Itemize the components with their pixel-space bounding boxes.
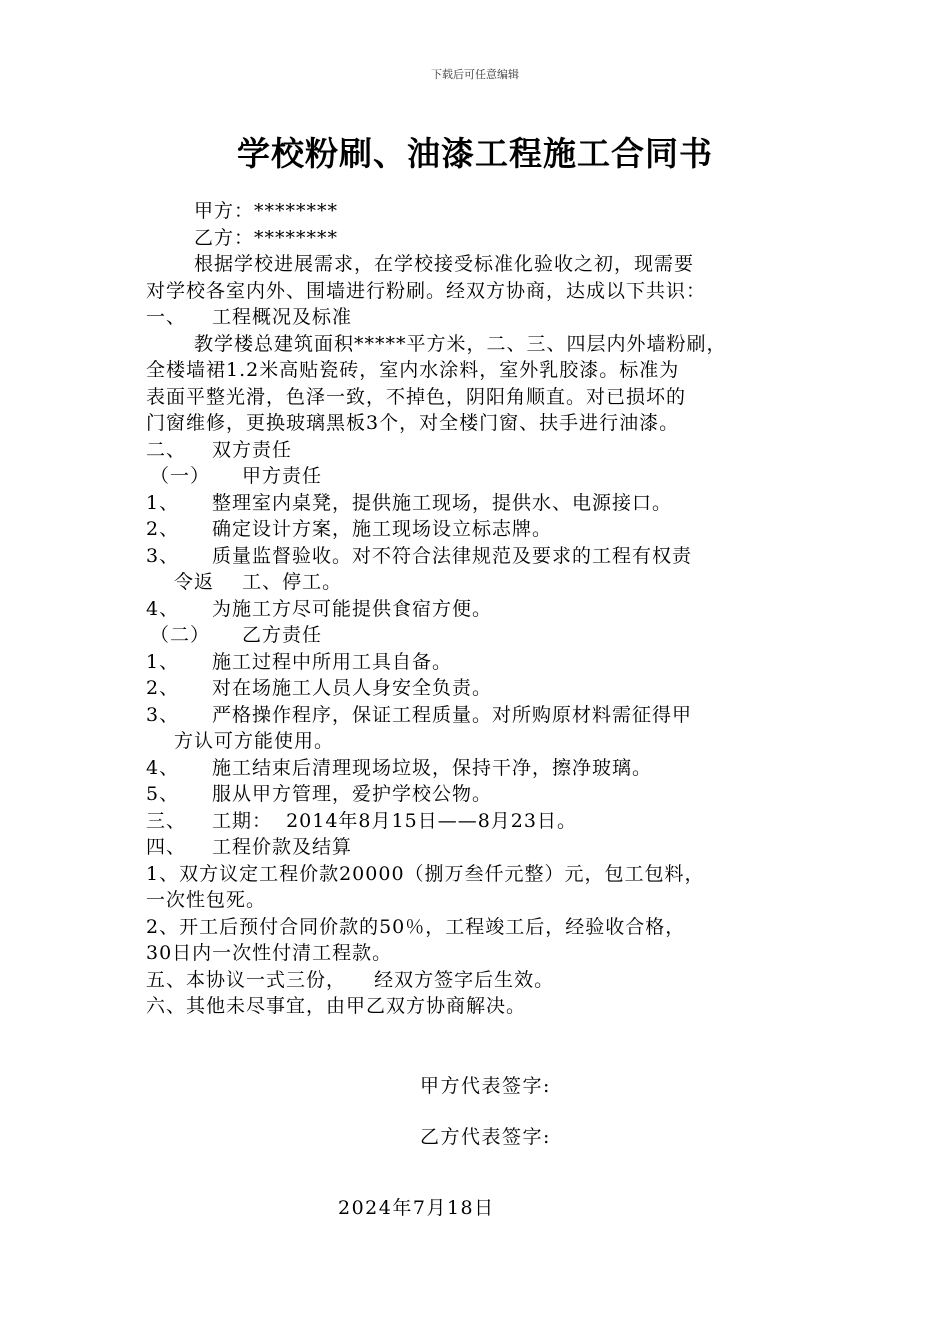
section-1-heading xyxy=(146,304,826,331)
item-continuation: 令返 工、停工。 xyxy=(174,571,343,593)
section-1-line-3: 表面平整光滑，色泽一致，不掉色，阴阳角顺直。对已损坏的 xyxy=(146,385,687,408)
section-1-line-2: 全楼墙裙1.2米高贴瓷砖，室内水涂料，室外乳胶漆。标准为 xyxy=(146,359,680,381)
item-number: 4、 xyxy=(146,597,180,620)
section-text: 工期： 2014年8月15日——8月23日。 xyxy=(212,809,577,832)
section-1-line-1: 教学楼总建筑面积*****平方米，二、三、四层内外墙粉刷， xyxy=(194,332,727,355)
section-number: 一、 xyxy=(146,306,187,328)
section-2-heading xyxy=(146,437,826,464)
list-item xyxy=(146,702,826,729)
list-item xyxy=(146,516,826,543)
party-b-line: 乙方：******** xyxy=(194,226,339,249)
section-4-line-3: 2、开工后预付合同价款的50％，工程竣工后，经验收合格， xyxy=(146,915,686,938)
section-3 xyxy=(146,808,826,835)
item-continuation: 方认可方能使用。 xyxy=(174,730,335,752)
item-number: 1、 xyxy=(146,650,180,673)
item-text: 确定设计方案，施工现场设立标志牌。 xyxy=(212,518,553,540)
item-number: 1、 xyxy=(146,491,180,514)
item-number: 2、 xyxy=(146,677,180,699)
item-text: 整理室内桌凳，提供施工现场，提供水、电源接口。 xyxy=(212,491,673,514)
signing-date: 2024年7月18日 xyxy=(338,1197,495,1219)
subsection-label: （一） xyxy=(150,465,211,487)
item-number: 2、 xyxy=(146,518,180,540)
item-number: 5、 xyxy=(146,783,180,805)
section-title: 工程价款及结算 xyxy=(212,836,353,858)
party-b-duties-heading xyxy=(146,622,826,649)
section-1-line-4: 门窗维修，更换玻璃黑板3个，对全楼门窗、扶手进行油漆。 xyxy=(146,412,680,434)
item-number: 4、 xyxy=(146,756,180,779)
document-title: 学校粉刷、油漆工程施工合同书 xyxy=(237,134,713,173)
item-text: 施工过程中所用工具自备。 xyxy=(212,650,453,673)
item-text: 服从甲方管理，爱护学校公物。 xyxy=(212,783,493,805)
section-6: 六、其他未尽事宜，由甲乙双方协商解决。 xyxy=(146,995,527,1017)
item-text: 为施工方尽可能提供食宿方便。 xyxy=(212,597,493,620)
item-number: 3、 xyxy=(146,703,180,726)
list-item xyxy=(146,755,826,782)
item-text: 对在场施工人员人身安全负责。 xyxy=(212,677,493,699)
subsection-title: 乙方责任 xyxy=(242,624,323,646)
section-title: 工程概况及标准 xyxy=(212,306,353,328)
list-item xyxy=(146,649,826,676)
list-item xyxy=(146,675,826,702)
section-5: 五、本协议一式三份， 经双方签字后生效。 xyxy=(146,968,555,991)
intro-line-2: 对学校各室内外、围墙进行粉刷。经双方协商，达成以下共识： xyxy=(146,279,707,302)
intro-line-1: 根据学校进展需求，在学校接受标准化验收之初，现需要 xyxy=(194,253,695,275)
section-number: 三、 xyxy=(146,809,187,832)
section-4-heading xyxy=(146,834,826,861)
list-item xyxy=(146,781,826,808)
party-b-signature-label: 乙方代表签字: xyxy=(420,1126,551,1148)
section-number: 二、 xyxy=(146,438,187,461)
party-a-line: 甲方：******** xyxy=(194,200,339,222)
section-4-line-2: 一次性包死。 xyxy=(146,889,267,911)
party-a-signature-label: 甲方代表签字: xyxy=(420,1075,551,1097)
section-number: 四、 xyxy=(146,836,187,858)
list-item xyxy=(146,596,826,623)
contract-body xyxy=(146,198,826,1020)
item-number: 3、 xyxy=(146,544,180,567)
list-item xyxy=(146,490,826,517)
header-note: 下载后可任意编辑 xyxy=(431,68,519,81)
party-a-duties-heading xyxy=(146,463,826,490)
section-title: 双方责任 xyxy=(212,438,293,461)
section-4-line-4: 30日内一次性付清工程款。 xyxy=(146,942,393,964)
item-text: 严格操作程序，保证工程质量。对所购原材料需征得甲 xyxy=(212,703,693,726)
list-item xyxy=(146,543,826,570)
subsection-label: （二） xyxy=(150,624,211,646)
section-4-line-1: 1、双方议定工程价款20000（捌万叁仟元整）元，包工包料， xyxy=(146,862,705,885)
item-text: 质量监督验收。对不符合法律规范及要求的工程有权责 xyxy=(212,544,693,567)
item-text: 施工结束后清理现场垃圾，保持干净，擦净玻璃。 xyxy=(212,756,653,779)
subsection-title: 甲方责任 xyxy=(242,465,323,487)
